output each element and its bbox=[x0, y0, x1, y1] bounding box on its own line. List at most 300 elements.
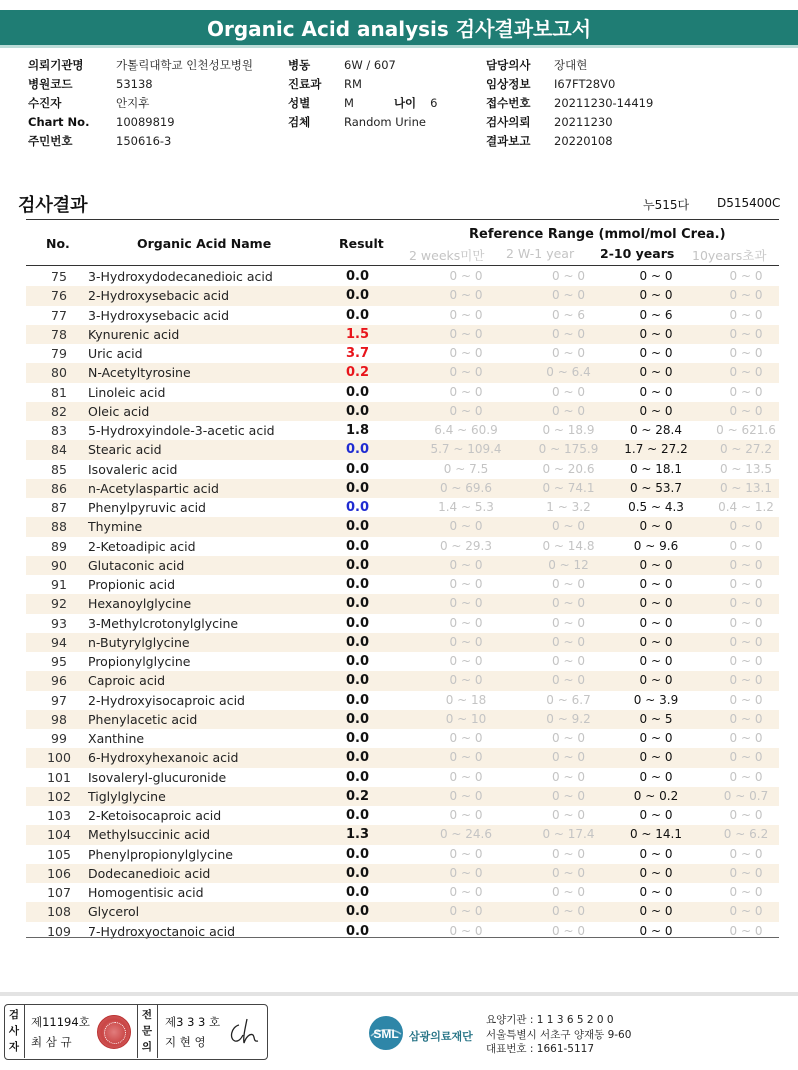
request-label: 검사의뢰 bbox=[486, 115, 531, 129]
divider bbox=[26, 937, 779, 938]
table-row bbox=[26, 479, 779, 498]
result-value: 0.0 bbox=[346, 808, 370, 823]
table-row bbox=[26, 825, 779, 844]
ward-label: 병동 bbox=[288, 58, 311, 72]
ref-range-2weeks: 0 ~ 0 bbox=[449, 326, 483, 341]
dept-label: 진료과 bbox=[288, 77, 322, 91]
handwritten-signature-icon bbox=[225, 1015, 265, 1049]
row-number: 100 bbox=[47, 750, 71, 766]
ref-range-2-10years: 0 ~ 18.1 bbox=[629, 461, 683, 476]
ref-range-2w-1year: 0 ~ 0 bbox=[552, 269, 585, 283]
ref-range-2weeks: 0 ~ 0 bbox=[449, 519, 483, 534]
info-column-2 bbox=[288, 56, 437, 132]
ref-range-10years: 0 ~ 0 bbox=[729, 750, 763, 765]
acid-name: Propionylglycine bbox=[88, 654, 191, 669]
ref-range-2w-1year: 0 ~ 20.6 bbox=[542, 461, 595, 476]
signature-box bbox=[4, 1004, 268, 1060]
table-row bbox=[26, 729, 779, 748]
acid-name: 3-Hydroxydodecanedioic acid bbox=[88, 269, 273, 284]
result-value: 0.0 bbox=[346, 307, 370, 323]
footer-band bbox=[0, 992, 798, 996]
ref-range-2w-1year: 0 ~ 0 bbox=[552, 634, 585, 649]
ref-range-2weeks: 0 ~ 0 bbox=[449, 769, 483, 784]
acid-name: Methylsuccinic acid bbox=[88, 827, 211, 843]
ref-range-10years: 0 ~ 0 bbox=[729, 365, 763, 380]
doctor-value: 장대현 bbox=[554, 58, 588, 72]
result-value: 0.0 bbox=[346, 692, 370, 708]
ref-range-2weeks: 0 ~ 0 bbox=[449, 673, 483, 688]
ref-range-2weeks: 0 ~ 0 bbox=[449, 557, 483, 572]
table-row bbox=[26, 845, 779, 864]
table-row bbox=[26, 768, 779, 787]
ref-range-2w-1year: 0 ~ 0 bbox=[552, 346, 585, 360]
age-label: 나이 bbox=[393, 96, 417, 110]
header-age-2w-1year: 2 W-1 year bbox=[506, 246, 575, 261]
ref-range-2-10years: 0 ~ 0 bbox=[639, 654, 673, 668]
tester-label: 검사자 bbox=[8, 1009, 20, 1053]
ref-range-2weeks: 0 ~ 18 bbox=[445, 692, 487, 707]
ref-range-2weeks: 0 ~ 24.6 bbox=[439, 827, 493, 842]
tester-name: 최 삼 규 bbox=[31, 1035, 72, 1049]
ref-range-10years: 0 ~ 0 bbox=[729, 403, 763, 418]
ref-range-2weeks: 0 ~ 0 bbox=[449, 923, 483, 938]
ref-range-10years: 0 ~ 0 bbox=[729, 519, 763, 534]
table-row bbox=[26, 344, 779, 363]
ref-range-10years: 0 ~ 0 bbox=[729, 577, 763, 591]
ref-range-2weeks: 0 ~ 0 bbox=[449, 865, 483, 880]
result-value: 1.8 bbox=[346, 423, 370, 438]
ref-range-2weeks: 0 ~ 0 bbox=[449, 788, 483, 803]
ref-range-2w-1year: 0 ~ 0 bbox=[552, 577, 585, 591]
table-row bbox=[26, 383, 779, 402]
ref-range-2-10years: 0 ~ 0 bbox=[639, 865, 673, 880]
ref-range-10years: 0 ~ 0 bbox=[729, 846, 763, 861]
result-value: 0.2 bbox=[346, 788, 370, 804]
table-row bbox=[26, 537, 779, 556]
result-value: 0.0 bbox=[346, 904, 370, 920]
ref-range-2weeks: 0 ~ 10 bbox=[445, 711, 487, 726]
ref-range-2w-1year: 0 ~ 0 bbox=[552, 904, 585, 919]
ref-range-10years: 0 ~ 0 bbox=[729, 288, 763, 303]
result-value: 0.0 bbox=[346, 634, 370, 650]
clinical-label: 임상정보 bbox=[486, 77, 531, 91]
table-row bbox=[26, 498, 779, 517]
ref-range-2-10years: 0 ~ 14.1 bbox=[629, 827, 683, 842]
dept-value: RM bbox=[344, 77, 362, 91]
row-number: 94 bbox=[51, 634, 67, 650]
ref-range-2w-1year: 0 ~ 6 bbox=[552, 307, 585, 322]
ref-range-2-10years: 0 ~ 0 bbox=[639, 634, 673, 649]
specialist-name: 지 현 영 bbox=[165, 1035, 206, 1049]
ref-range-2-10years: 0 ~ 0 bbox=[639, 750, 673, 765]
ref-range-2w-1year: 0 ~ 6.7 bbox=[546, 692, 591, 707]
result-value: 0.0 bbox=[346, 384, 370, 400]
ref-range-10years: 0 ~ 0 bbox=[729, 923, 763, 938]
table-row bbox=[26, 806, 779, 825]
acid-name: 2-Hydroxysebacic acid bbox=[88, 288, 230, 304]
header-age-2weeks: 2 weeks미만 bbox=[409, 248, 485, 263]
sml-logo-icon bbox=[367, 1014, 405, 1052]
ref-range-2w-1year: 0 ~ 74.1 bbox=[542, 480, 595, 495]
row-number: 101 bbox=[47, 769, 71, 785]
result-value: 0.0 bbox=[346, 673, 370, 689]
ref-range-2weeks: 0 ~ 0 bbox=[449, 596, 483, 611]
table-row bbox=[26, 306, 779, 325]
row-number: 109 bbox=[47, 923, 71, 939]
ref-range-2w-1year: 1 ~ 3.2 bbox=[546, 500, 591, 514]
acid-name: Dodecanedioic acid bbox=[88, 865, 211, 881]
ref-range-2w-1year: 0 ~ 0 bbox=[552, 673, 585, 688]
acid-name: 2-Hydroxyisocaproic acid bbox=[88, 692, 245, 708]
acid-name: Uric acid bbox=[88, 346, 143, 361]
table-row bbox=[26, 460, 779, 479]
chart-value: 10089819 bbox=[116, 115, 175, 129]
report-title: Organic Acid analysis 검사결과보고서 bbox=[0, 10, 798, 48]
ref-range-2-10years: 0 ~ 0 bbox=[639, 885, 673, 899]
ref-range-2w-1year: 0 ~ 0 bbox=[552, 865, 585, 880]
ref-range-2-10years: 0 ~ 5 bbox=[639, 711, 673, 726]
ref-range-10years: 0 ~ 13.1 bbox=[719, 480, 773, 495]
ref-range-2w-1year: 0 ~ 0 bbox=[552, 403, 585, 418]
row-number: 76 bbox=[51, 288, 67, 304]
ref-range-10years: 0 ~ 0 bbox=[729, 538, 763, 553]
table-row bbox=[26, 710, 779, 729]
ref-range-2-10years: 0 ~ 6 bbox=[639, 307, 673, 322]
ref-range-10years: 0 ~ 621.6 bbox=[716, 423, 776, 437]
ref-range-2-10years: 0.5 ~ 4.3 bbox=[628, 500, 684, 514]
divider bbox=[26, 219, 779, 220]
result-value: 0.2 bbox=[346, 365, 370, 381]
header-age-10years: 10years초과 bbox=[692, 248, 767, 263]
age-value: 6 bbox=[430, 96, 438, 110]
row-number: 83 bbox=[51, 423, 67, 438]
ref-range-10years: 0 ~ 0 bbox=[729, 384, 763, 399]
result-value: 0.0 bbox=[346, 500, 370, 515]
acid-name: 5-Hydroxyindole-3-acetic acid bbox=[88, 423, 275, 438]
row-number: 97 bbox=[51, 692, 67, 708]
ref-range-2weeks: 0 ~ 0 bbox=[449, 654, 483, 668]
table-row bbox=[26, 671, 779, 690]
logo-text: SML bbox=[373, 1027, 399, 1041]
row-number: 77 bbox=[51, 307, 67, 323]
result-value: 0.0 bbox=[346, 557, 370, 573]
ref-range-2-10years: 0 ~ 0 bbox=[639, 346, 673, 360]
result-value: 0.0 bbox=[346, 442, 370, 458]
section-title: 검사결과 bbox=[18, 195, 88, 216]
ref-range-2-10years: 0 ~ 0 bbox=[639, 904, 673, 919]
acid-name: Isovaleryl-glucuronide bbox=[88, 769, 227, 785]
report-date-value: 20220108 bbox=[554, 134, 613, 148]
patient-value: 안지후 bbox=[116, 96, 150, 110]
result-value: 0.0 bbox=[346, 885, 370, 900]
ref-range-2weeks: 0 ~ 0 bbox=[449, 269, 483, 283]
result-value: 0.0 bbox=[346, 615, 370, 631]
result-value: 0.0 bbox=[346, 769, 370, 785]
table-row bbox=[26, 883, 779, 902]
result-value: 0.0 bbox=[346, 519, 370, 535]
acid-name: 2-Ketoadipic acid bbox=[88, 538, 196, 554]
row-number: 81 bbox=[51, 384, 67, 400]
ref-range-2-10years: 1.7 ~ 27.2 bbox=[624, 442, 688, 457]
ref-range-2weeks: 0 ~ 0 bbox=[449, 846, 483, 861]
tester-license: 제11194호 bbox=[31, 1015, 90, 1029]
doctor-label: 담당의사 bbox=[486, 58, 531, 72]
acid-name: N-Acetyltyrosine bbox=[88, 365, 191, 381]
ref-range-2-10years: 0 ~ 3.9 bbox=[633, 692, 679, 707]
acid-name: Phenylpyruvic acid bbox=[88, 500, 206, 515]
acid-name: Kynurenic acid bbox=[88, 326, 180, 342]
row-number: 80 bbox=[51, 365, 67, 381]
ref-range-2w-1year: 0 ~ 0 bbox=[552, 596, 585, 611]
ref-range-2-10years: 0 ~ 0 bbox=[639, 673, 673, 688]
ref-range-2w-1year: 0 ~ 9.2 bbox=[546, 711, 591, 726]
ref-range-2-10years: 0 ~ 0 bbox=[639, 288, 673, 303]
ref-range-10years: 0 ~ 0 bbox=[729, 711, 763, 726]
ref-range-2w-1year: 0 ~ 0 bbox=[552, 750, 585, 765]
result-value: 0.0 bbox=[346, 403, 370, 419]
institution-info bbox=[486, 1013, 631, 1057]
ref-range-2w-1year: 0 ~ 0 bbox=[552, 808, 585, 822]
hospital-code-label: 병원코드 bbox=[28, 77, 73, 91]
result-value: 0.0 bbox=[346, 923, 370, 939]
resident-label: 주민번호 bbox=[28, 134, 73, 148]
ref-range-2-10years: 0 ~ 53.7 bbox=[629, 480, 683, 495]
ref-range-2-10years: 0 ~ 0 bbox=[639, 731, 673, 745]
acid-name: 2-Ketoisocaproic acid bbox=[88, 808, 222, 823]
ref-range-2w-1year: 0 ~ 175.9 bbox=[538, 442, 599, 457]
ref-range-10years: 0 ~ 6.2 bbox=[723, 827, 769, 842]
table-row bbox=[26, 363, 779, 382]
ref-range-2weeks: 1.4 ~ 5.3 bbox=[438, 500, 494, 514]
results-table bbox=[26, 267, 779, 941]
ref-range-2weeks: 0 ~ 0 bbox=[449, 365, 483, 380]
table-row bbox=[26, 440, 779, 459]
ref-range-10years: 0 ~ 0 bbox=[729, 673, 763, 688]
ref-range-2w-1year: 0 ~ 12 bbox=[548, 557, 589, 572]
result-value: 0.0 bbox=[346, 596, 370, 612]
table-row bbox=[26, 748, 779, 767]
acid-name: Glycerol bbox=[88, 904, 140, 920]
row-number: 103 bbox=[47, 808, 71, 823]
result-value: 0.0 bbox=[346, 846, 370, 862]
result-value: 0.0 bbox=[346, 865, 370, 881]
chart-label: Chart No. bbox=[28, 115, 90, 129]
ref-range-2w-1year: 0 ~ 0 bbox=[552, 788, 585, 803]
table-row bbox=[26, 691, 779, 710]
acid-name: Stearic acid bbox=[88, 442, 162, 458]
result-value: 1.3 bbox=[346, 827, 370, 843]
acid-name: Hexanoylglycine bbox=[88, 596, 192, 612]
ref-range-2w-1year: 0 ~ 0 bbox=[552, 288, 585, 303]
ref-range-10years: 0 ~ 0.7 bbox=[723, 788, 769, 803]
specimen-label: 검체 bbox=[288, 115, 311, 129]
ref-range-2w-1year: 0 ~ 0 bbox=[552, 615, 585, 630]
sex-value: M bbox=[344, 96, 354, 110]
result-value: 0.0 bbox=[346, 269, 370, 284]
ref-range-10years: 0 ~ 0 bbox=[729, 326, 763, 341]
acid-name: Tiglylglycine bbox=[88, 788, 166, 804]
result-value: 0.0 bbox=[346, 538, 370, 554]
result-value: 0.0 bbox=[346, 654, 370, 669]
result-value: 1.5 bbox=[346, 326, 370, 342]
ref-range-2-10years: 0 ~ 0 bbox=[639, 577, 673, 591]
patient-label: 수진자 bbox=[28, 96, 62, 110]
acid-name: Glutaconic acid bbox=[88, 557, 185, 573]
row-number: 102 bbox=[47, 788, 71, 804]
info-column-1 bbox=[28, 56, 253, 151]
ref-range-10years: 0 ~ 0 bbox=[729, 596, 763, 611]
ref-range-2weeks: 6.4 ~ 60.9 bbox=[434, 423, 498, 437]
header-no: No. bbox=[46, 236, 70, 251]
header-name: Organic Acid Name bbox=[137, 236, 272, 251]
ref-range-2-10years: 0 ~ 0 bbox=[639, 403, 673, 418]
sex-label: 성별 bbox=[288, 96, 311, 110]
table-row bbox=[26, 787, 779, 806]
ref-range-2-10years: 0 ~ 0 bbox=[639, 269, 673, 283]
table-row bbox=[26, 902, 779, 921]
ref-range-10years: 0 ~ 0 bbox=[729, 615, 763, 630]
ref-range-2weeks: 0 ~ 0 bbox=[449, 885, 483, 899]
result-value: 0.0 bbox=[346, 731, 370, 746]
acid-name: Caproic acid bbox=[88, 673, 166, 689]
row-number: 95 bbox=[51, 654, 67, 669]
ref-range-10years: 0 ~ 27.2 bbox=[719, 442, 773, 457]
table-row bbox=[26, 652, 779, 671]
info-column-3 bbox=[486, 56, 653, 151]
organization-name: 삼광의료재단 bbox=[409, 1030, 473, 1043]
ref-range-2weeks: 0 ~ 0 bbox=[449, 577, 483, 591]
ref-range-2w-1year: 0 ~ 14.8 bbox=[542, 538, 595, 553]
ref-range-10years: 0 ~ 0 bbox=[729, 865, 763, 880]
table-row bbox=[26, 517, 779, 536]
row-number: 105 bbox=[47, 846, 71, 862]
test-code: 누515다 bbox=[643, 198, 690, 212]
row-number: 79 bbox=[51, 346, 67, 361]
ref-range-2weeks: 0 ~ 0 bbox=[449, 904, 483, 919]
row-number: 89 bbox=[51, 538, 67, 554]
ref-range-2weeks: 0 ~ 7.5 bbox=[443, 461, 489, 476]
ref-range-10years: 0 ~ 0 bbox=[729, 557, 763, 572]
row-number: 107 bbox=[47, 885, 71, 900]
acid-name: Phenylacetic acid bbox=[88, 711, 198, 727]
ref-range-2-10years: 0 ~ 0 bbox=[639, 519, 673, 534]
acid-name: Homogentisic acid bbox=[88, 885, 204, 900]
institution-address: 서울특별시 서초구 양재동 9-60 bbox=[486, 1028, 632, 1041]
acid-name: Phenylpropionylglycine bbox=[88, 846, 234, 862]
hospital-value: 가톨릭대학교 인천성모병원 bbox=[116, 58, 253, 72]
table-row bbox=[26, 614, 779, 633]
ref-range-2w-1year: 0 ~ 17.4 bbox=[542, 827, 595, 842]
test-code-id: D515400C bbox=[717, 196, 781, 210]
ref-range-10years: 0 ~ 0 bbox=[729, 307, 763, 322]
row-number: 87 bbox=[51, 500, 67, 515]
ref-range-2w-1year: 0 ~ 0 bbox=[552, 731, 585, 745]
result-value: 3.7 bbox=[346, 346, 370, 361]
ref-range-2-10years: 0 ~ 0.2 bbox=[633, 788, 679, 803]
result-value: 0.0 bbox=[346, 750, 370, 766]
row-number: 85 bbox=[51, 461, 67, 477]
ref-range-2weeks: 5.7 ~ 109.4 bbox=[430, 442, 502, 457]
ref-range-2w-1year: 0 ~ 0 bbox=[552, 384, 585, 399]
ref-range-2weeks: 0 ~ 0 bbox=[449, 403, 483, 418]
row-number: 98 bbox=[51, 711, 67, 727]
receipt-value: 20211230-14419 bbox=[554, 96, 654, 110]
row-number: 106 bbox=[47, 865, 71, 881]
specimen-value: Random Urine bbox=[344, 115, 426, 129]
result-value: 0.0 bbox=[346, 461, 370, 477]
resident-value: 150616-3 bbox=[116, 134, 172, 148]
ref-range-2-10years: 0 ~ 9.6 bbox=[633, 538, 679, 553]
table-row bbox=[26, 421, 779, 440]
specialist-label: 전문의 bbox=[141, 1009, 153, 1053]
ref-range-2weeks: 0 ~ 0 bbox=[449, 307, 483, 322]
ref-range-2weeks: 0 ~ 69.6 bbox=[439, 480, 493, 495]
acid-name: 6-Hydroxyhexanoic acid bbox=[88, 750, 239, 766]
table-row bbox=[26, 556, 779, 575]
ward-value: 6W / 607 bbox=[344, 58, 396, 72]
row-number: 99 bbox=[51, 731, 67, 746]
ref-range-2-10years: 0 ~ 0 bbox=[639, 596, 673, 611]
row-number: 88 bbox=[51, 519, 67, 535]
ref-range-2w-1year: 0 ~ 0 bbox=[552, 326, 585, 341]
official-seal-icon bbox=[97, 1015, 131, 1049]
row-number: 96 bbox=[51, 673, 67, 689]
header-age-2-10years: 2-10 years bbox=[600, 246, 675, 261]
table-row bbox=[26, 267, 779, 286]
ref-range-2w-1year: 0 ~ 0 bbox=[552, 654, 585, 668]
ref-range-10years: 0 ~ 0 bbox=[729, 808, 763, 822]
result-value: 0.0 bbox=[346, 577, 370, 592]
ref-range-10years: 0 ~ 13.5 bbox=[719, 461, 773, 476]
header-result: Result bbox=[339, 236, 384, 251]
acid-name: Linoleic acid bbox=[88, 384, 166, 400]
row-number: 84 bbox=[51, 442, 67, 458]
table-row bbox=[26, 594, 779, 613]
row-number: 78 bbox=[51, 326, 67, 342]
row-number: 82 bbox=[51, 403, 67, 419]
row-number: 104 bbox=[47, 827, 71, 843]
ref-range-2w-1year: 0 ~ 0 bbox=[552, 769, 585, 784]
ref-range-2-10years: 0 ~ 0 bbox=[639, 923, 673, 938]
ref-range-2-10years: 0 ~ 0 bbox=[639, 384, 673, 399]
ref-range-2w-1year: 0 ~ 0 bbox=[552, 923, 585, 938]
row-number: 75 bbox=[51, 269, 67, 284]
ref-range-2weeks: 0 ~ 0 bbox=[449, 731, 483, 745]
ref-range-10years: 0 ~ 0 bbox=[729, 904, 763, 919]
receipt-label: 접수번호 bbox=[486, 96, 531, 110]
ref-range-2weeks: 0 ~ 0 bbox=[449, 808, 483, 822]
ref-range-2weeks: 0 ~ 0 bbox=[449, 750, 483, 765]
table-row bbox=[26, 402, 779, 421]
ref-range-2-10years: 0 ~ 0 bbox=[639, 808, 673, 822]
acid-name: n-Acetylaspartic acid bbox=[88, 480, 219, 496]
result-value: 0.0 bbox=[346, 288, 370, 304]
acid-name: Thymine bbox=[88, 519, 143, 535]
institution-code: 요양기관 : 1 1 3 6 5 2 0 0 bbox=[486, 1014, 614, 1026]
row-number: 92 bbox=[51, 596, 67, 612]
ref-range-10years: 0.4 ~ 1.2 bbox=[718, 500, 774, 514]
ref-range-2w-1year: 0 ~ 0 bbox=[552, 846, 585, 861]
ref-range-10years: 0 ~ 0 bbox=[729, 885, 763, 899]
ref-range-2weeks: 0 ~ 0 bbox=[449, 634, 483, 649]
row-number: 93 bbox=[51, 615, 67, 631]
ref-range-10years: 0 ~ 0 bbox=[729, 692, 763, 707]
ref-range-2weeks: 0 ~ 0 bbox=[449, 384, 483, 399]
ref-range-2weeks: 0 ~ 0 bbox=[449, 346, 483, 360]
ref-range-2w-1year: 0 ~ 18.9 bbox=[542, 423, 595, 437]
acid-name: Isovaleric acid bbox=[88, 461, 178, 477]
acid-name: Propionic acid bbox=[88, 577, 176, 592]
